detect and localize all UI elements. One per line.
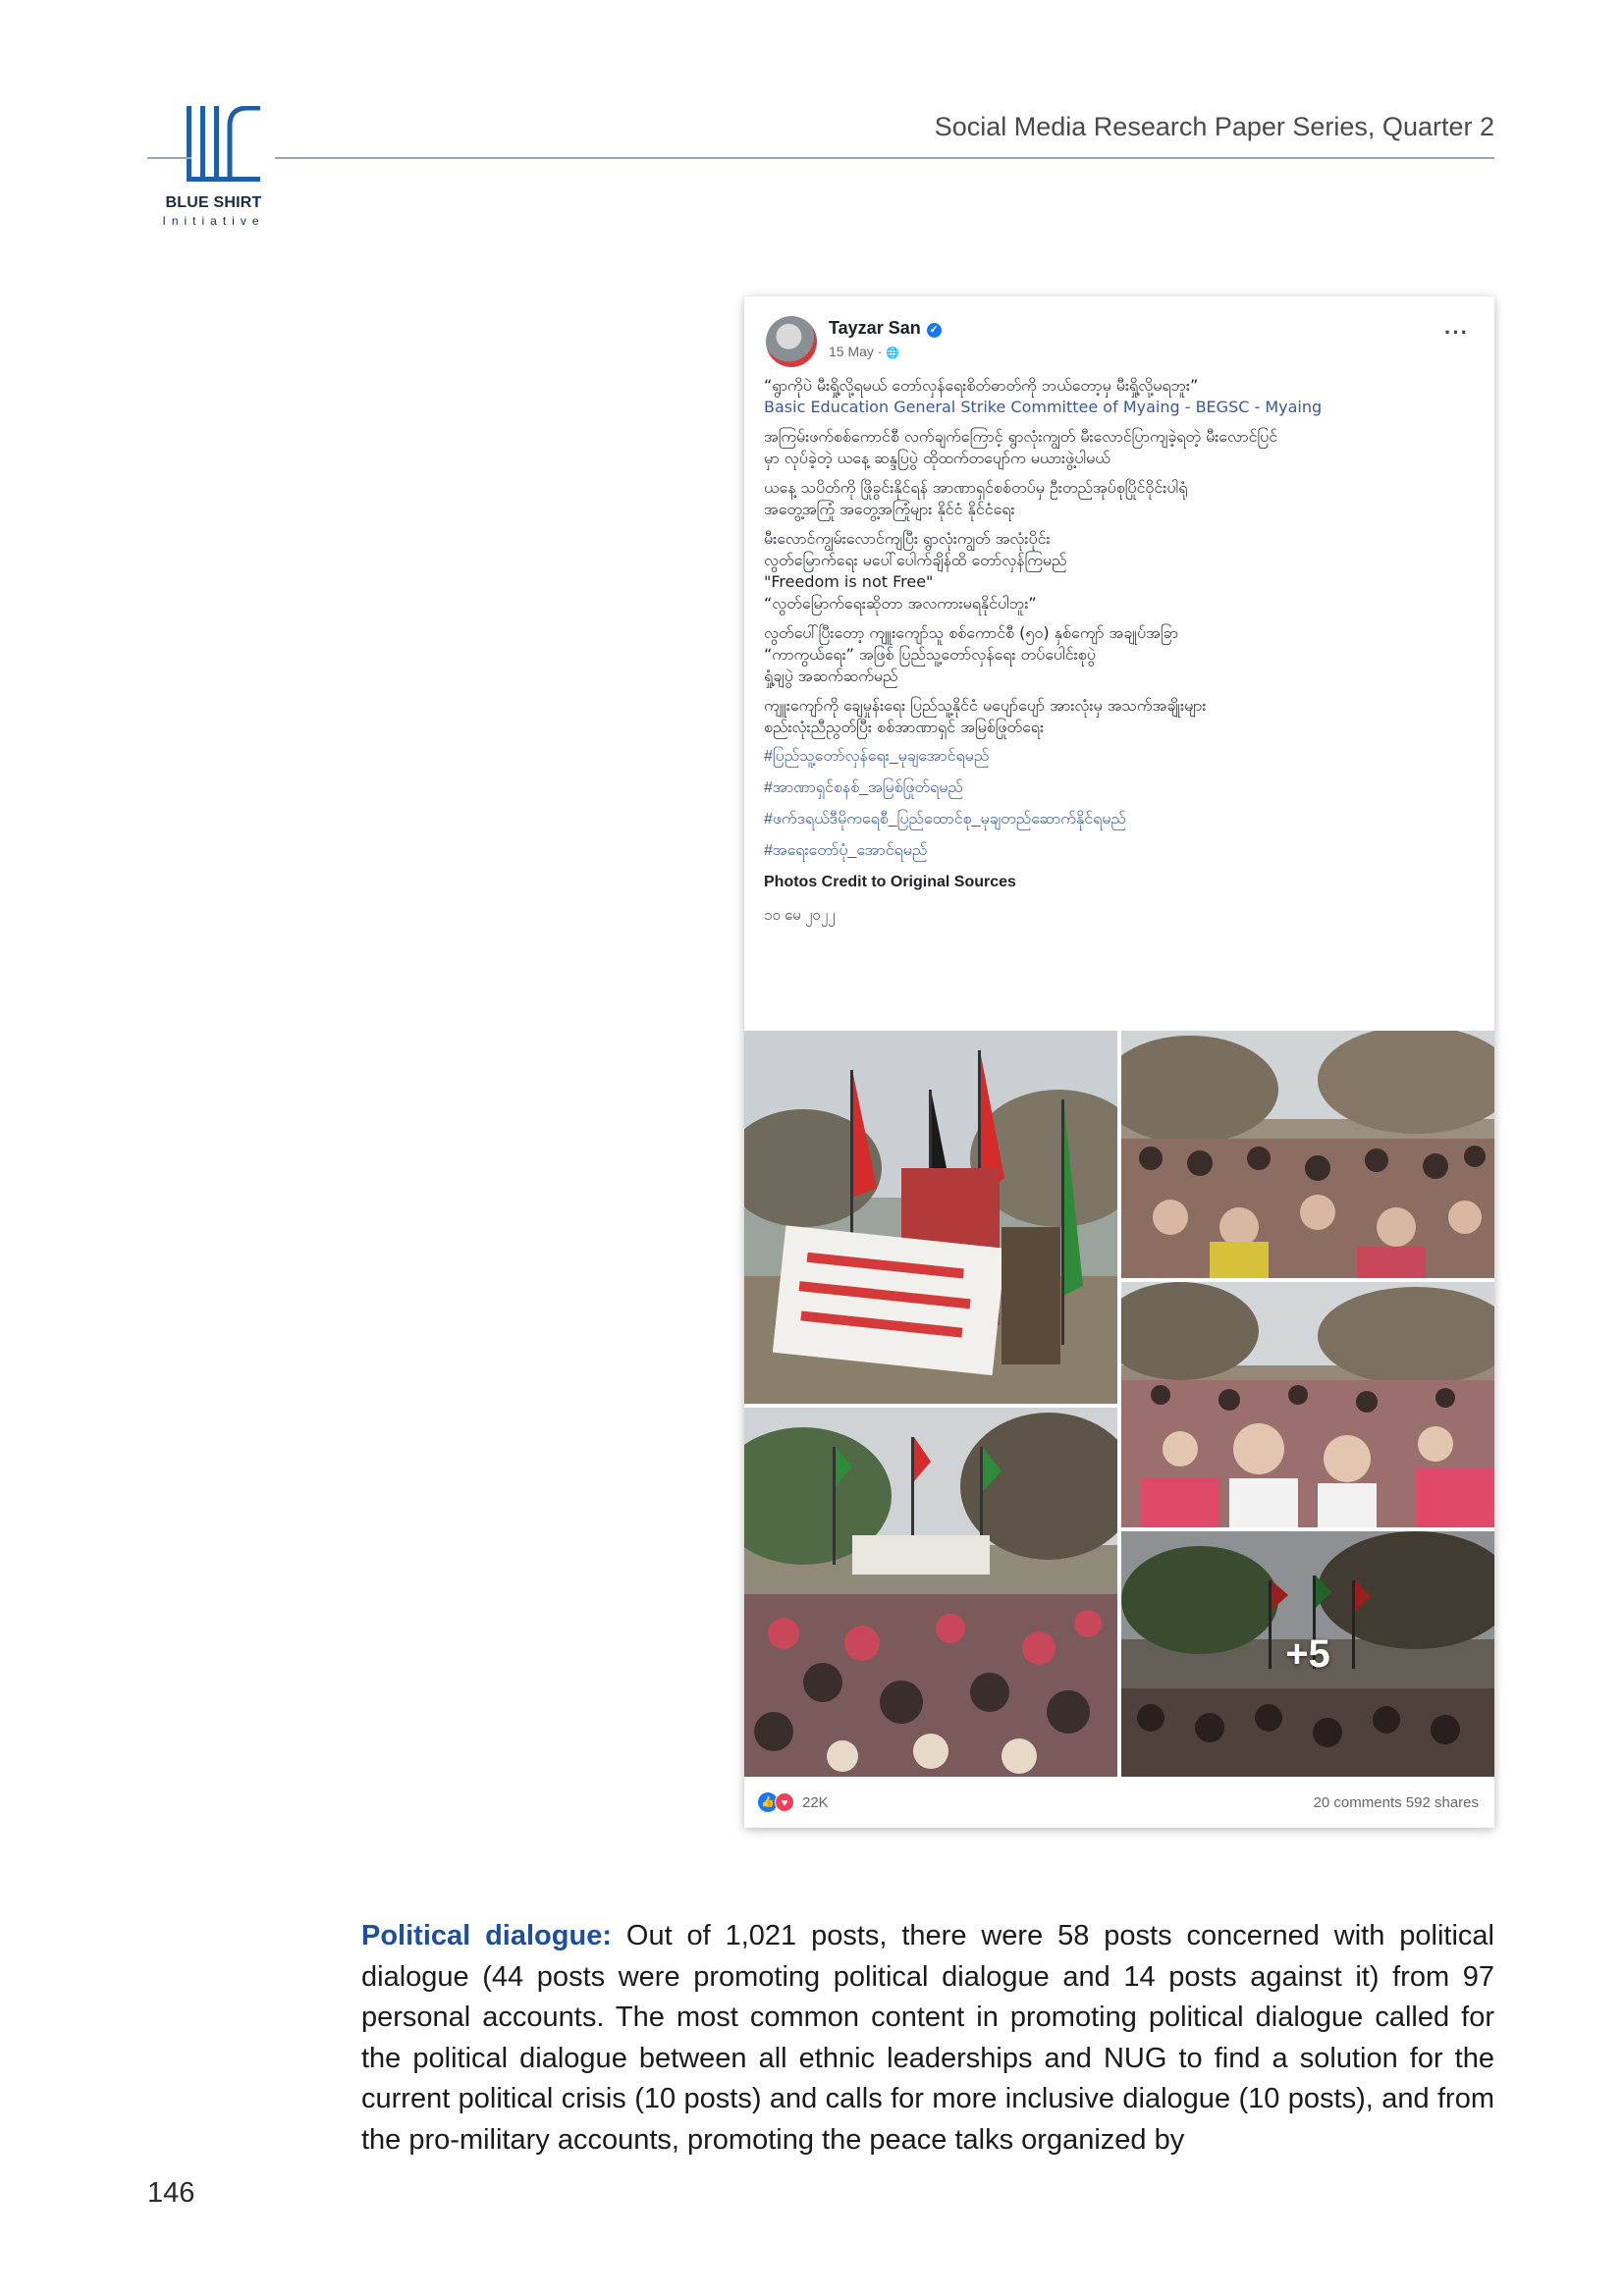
logo-line2: Initiative — [162, 214, 265, 228]
reactions[interactable] — [758, 1792, 829, 1812]
post-text-line: ယနေ့ သပိတ်ကို ဖြိုခွင်းနိုင်ရန် အာဏာရှင်စစ်တပ်မှ ဦးတည်အုပ်စုပြိုင်ဝိုင်းပါရုံ — [764, 478, 1188, 497]
page-number: 146 — [147, 2177, 195, 2209]
post-text-line: မီးလောင်ကျွမ်းလောင်ကျပြီး ရွာလုံးကျွတ် အလုံးပိုင်း — [764, 529, 1051, 548]
hashtag-link[interactable]: #အရေးတော်ပုံ_အောင်ရမည် — [764, 842, 928, 859]
photo-credit: Photos Credit to Original Sources — [764, 874, 1016, 890]
facebook-post-card — [744, 296, 1494, 1828]
post-text-line: ကျူးကျော်ကို ချေမှုန်းရေး ပြည်သူ့နိုင်ငံ မပျော်ပျော် အားလုံးမှ အသက်အချိုးများ — [764, 696, 1207, 715]
post-text-line: ရှုံ့ချပွဲ အဆက်ဆက်မည် — [764, 667, 898, 685]
protest-photo[interactable] — [1121, 1531, 1494, 1777]
globe-icon: 🌐 — [886, 347, 900, 359]
reaction-count: 22K — [802, 1793, 829, 1811]
more-photos-count[interactable]: +5 — [1285, 1631, 1330, 1676]
post-text-line: လွတ်ပေါ်ပြီးတော့ ကျူးကျော်သူ စစ်ကောင်စီ (၅၀) နှစ်ကျော် အချုပ်အခြာ — [764, 623, 1179, 642]
series-title: Social Media Research Paper Series, Quarter 2 — [934, 112, 1494, 141]
post-text-line: “လွတ်မြောက်ရေးဆိုတာ အလကားမရနိုင်ပါဘူး” — [764, 594, 1037, 613]
verified-badge-icon: ✓ — [927, 323, 942, 338]
love-icon: ♥ — [775, 1792, 794, 1812]
header-rule — [275, 157, 1494, 159]
photo-grid — [744, 1031, 1494, 1777]
comments-shares[interactable]: 20 comments 592 shares — [1313, 1794, 1479, 1811]
post-author — [829, 318, 942, 339]
body-paragraph — [361, 1916, 1494, 2161]
logo-line1: BLUE SHIRT — [165, 194, 262, 211]
logo-mark-icon — [187, 106, 260, 185]
post-text-line: “ကာကွယ်ရေး” အဖြစ် ပြည်သူ့တော်လှန်ရေး တပ်ပေါင်းစုပွဲ — [764, 645, 1096, 664]
post-date — [829, 344, 899, 359]
hashtag-link[interactable]: #ပြည်သူ့တော်လှန်ရေး_မုချအောင်ရမည် — [764, 748, 990, 765]
hashtag-link[interactable]: #အာဏာရှင်စနစ်_အမြစ်ဖြုတ်ရမည် — [764, 779, 963, 796]
header-rule-left — [147, 157, 191, 159]
post-text-line: "Freedom is not Free" — [764, 572, 934, 591]
post-text-line: အကြမ်းဖက်စစ်ကောင်စီ လက်ချက်ကြောင့် ရွာလုံးကျွတ် မီးလောင်ပြာကျခဲ့ရတဲ့ မီးလောင်ပြင် — [764, 427, 1278, 446]
post-text-line: “ရွာကိုပဲ မီးရှို့လို့ရမယ် တော်လှန်ရေးစိတ်ဓာတ်ကို ဘယ်တော့မှ မီးရှို့လို့မရဘူး” — [764, 376, 1199, 395]
post-text-line: လွတ်မြောက်ရေး မပေါ်ပေါက်ချိန်ထိ တော်လှန်ကြမည် — [764, 551, 1067, 569]
post-footer — [758, 1789, 1479, 1818]
paragraph-lead: Political dialogue: — [361, 1920, 612, 1951]
protest-photo[interactable] — [744, 1031, 1117, 1404]
protest-photo[interactable] — [744, 1408, 1117, 1777]
post-body — [764, 375, 1477, 927]
more-options-icon: ··· — [1444, 320, 1469, 345]
post-footnote: ၁၀ မေ ၂၀၂၂ — [764, 907, 836, 924]
post-text-line: အတွေ့အကြုံ အတွေ့အကြုံများ နိုင်ငံ နိုင်ငံရေး — [764, 500, 1015, 518]
protest-photo[interactable] — [1121, 1031, 1494, 1278]
like-icon: 👍 — [758, 1792, 778, 1812]
protest-photo[interactable] — [1121, 1282, 1494, 1527]
post-link-line: Basic Education General Strike Committee of Myaing - BEGSC - Myaing — [764, 398, 1323, 416]
hashtag-link[interactable]: #ဖက်ဒရယ်ဒီမိုကရေစီ_ပြည်ထောင်စု_မုချတည်ဆောက်နိုင်ရမည် — [764, 811, 1126, 828]
paragraph-text: Out of 1,021 posts, there were 58 posts concerned with political dialogue (44 posts were promoting political dialogue and 14 posts against it) from 97 personal accounts. The most common content in promoting political dialogue called for the political dialogue between all ethnic leaderships and NUG to find a solution for the current political crisis (10 posts) and calls for more inclusive dialogue (10 posts), and from the pro-military accounts, promoting the peace talks organized by — [361, 1920, 1494, 2156]
post-text-line: မှာ လုပ်ခဲ့တဲ့ ယနေ့ ဆန္ဒပြပွဲ ထိုထက်တပျော်က မယားဖွဲ့ပါမယ် — [764, 449, 1110, 467]
avatar — [766, 316, 817, 367]
post-text-line: စည်းလုံးညီညွတ်ပြီး စစ်အာဏာရှင် အမြစ်ဖြုတ်ရေး — [764, 718, 1045, 736]
post-header — [766, 314, 1477, 373]
post-author-name: Tayzar San — [829, 318, 921, 338]
post-date-text: 15 May · — [829, 344, 887, 359]
